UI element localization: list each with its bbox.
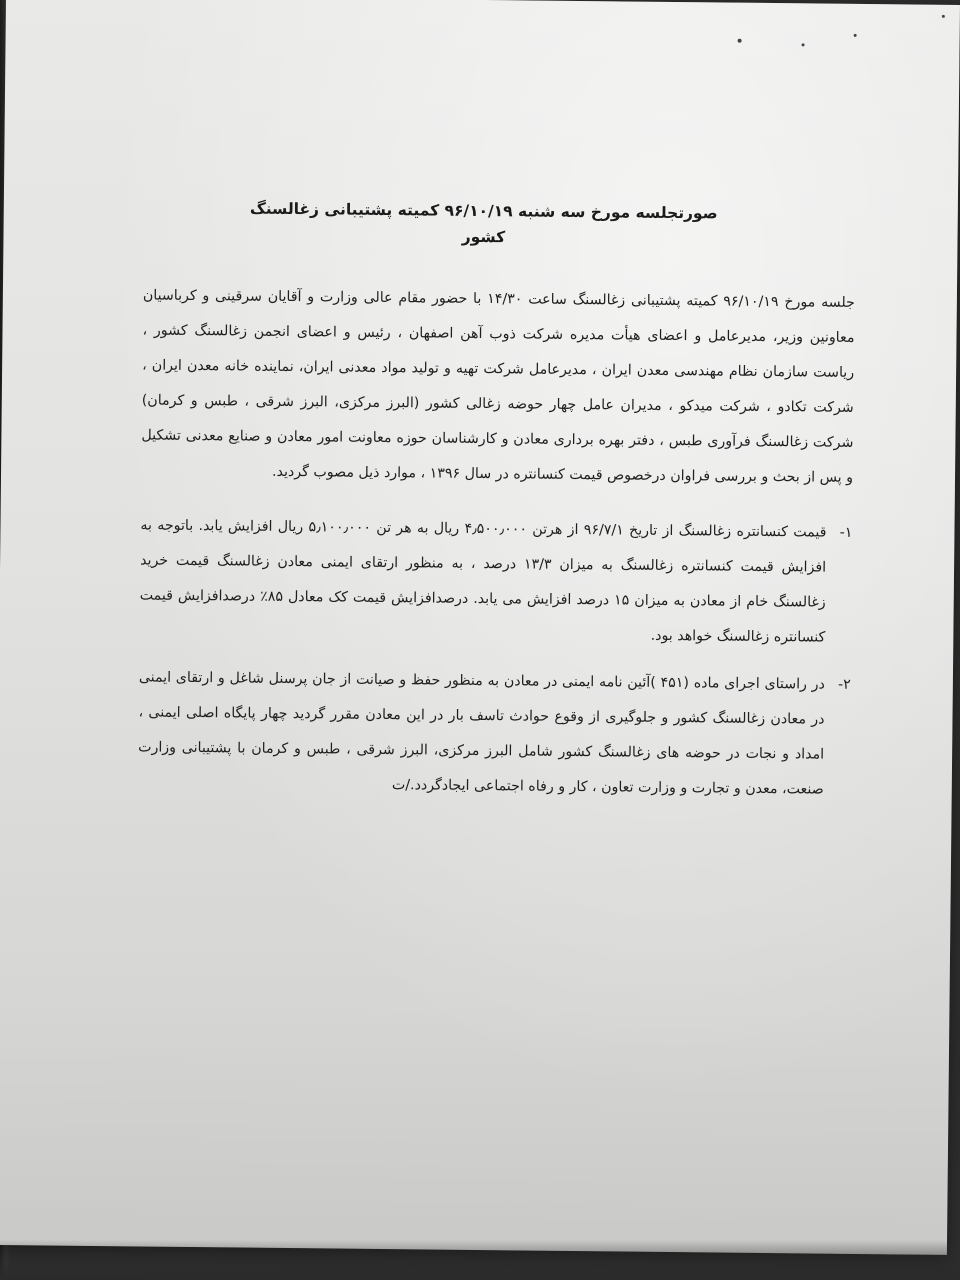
speck-mark xyxy=(942,15,945,18)
speck-mark xyxy=(854,34,857,37)
speck-mark xyxy=(738,39,742,43)
resolution-item xyxy=(138,660,851,807)
item-text: در راستای اجرای ماده (۴۵۱ )آئین نامه ایمنی در معادن به منظور حفظ و صیانت از جان پرسنل شاغل و ارتقای ایمنی در معادن زغالسنگ کشور و جلوگیری از وقوع حوادث تاسف بار در این معادن مقرر گردید چهار پایگاه اصلی ایمنی ، امداد و نجات در حوضه های زغالسنگ کشور شامل البرز مرکزی، البرز شرقی ، طبس و کرمان با پشتیبانی وزارت صنعت، معدن و تجارت و وزارت تعاون ، کار و رفاه اجتماعی ایجادگردد./ت xyxy=(138,669,825,798)
item-number: ۱- xyxy=(839,524,853,541)
resolution-item xyxy=(139,508,852,655)
speck-mark xyxy=(802,43,805,46)
item-number: ۲- xyxy=(838,676,851,693)
intro-paragraph: جلسه مورخ ۹۶/۱۰/۱۹ کمیته پشتیبانی زغالسنگ ساعت ۱۴/۳۰ با حضور مقام عالی وزارت و آقایان سرقینی و کرباسیان معاونین وزیر، مدیرعامل و اعضای هیأت مدیره شرکت ذوب آهن اصفهان ، رئیس و اعضای انجمن زغالسنگ کشور ، ریاست سازمان نظام مهندسی معدن ایران ، مدیرعامل شرکت تهیه و تولید مواد معدنی ایران، نماینده خانه معدن ایران ، شرکت تکادو ، شرکت میدکو ، مدیران عامل چهار حوضه زغالی کشور (البرز مرکزی، البرز شرقی ، طبس و کرمان) شرکت زغالسنگ فرآوری طبس ، دفتر بهره برداری معادن و کارشناسان حوزه معاونت امور معادن و صنایع معدنی تشکیل و پس از بحث و بررسی فراوان درخصوص قیمت کنسانتره در سال ۱۳۹۶ ، موارد ذیل مصوب گردید. xyxy=(141,287,855,486)
document-title: صورتجلسه مورخ سه شنبه ۹۶/۱۰/۱۹ کمیته پشتیبانی زغالسنگ کشور xyxy=(249,199,718,247)
document-body xyxy=(138,278,855,807)
item-text: قیمت کنسانتره زغالسنگ از تاریخ ۹۶/۷/۱ از هرتن ۴٫۵۰۰٫۰۰۰ ریال به هر تن ۵٫۱۰۰٫۰۰۰ ریال افزایش یابد. باتوجه به افزایش قیمت کنسانتره زغالسنگ به میزان ۱۳/۳ درصد ، به منظور ارتقای ایمنی معادن زغالسنگ قیمت خرید زغالسنگ خام از معادن به میزان ۱۵ درصد افزایش می یابد. درصدافزایش قیمت کک معادل ۸۵٪ درصدافزایش قیمت کنسانتره زغالسنگ خواهد بود. xyxy=(139,517,827,646)
bottom-shadow xyxy=(0,1240,960,1280)
